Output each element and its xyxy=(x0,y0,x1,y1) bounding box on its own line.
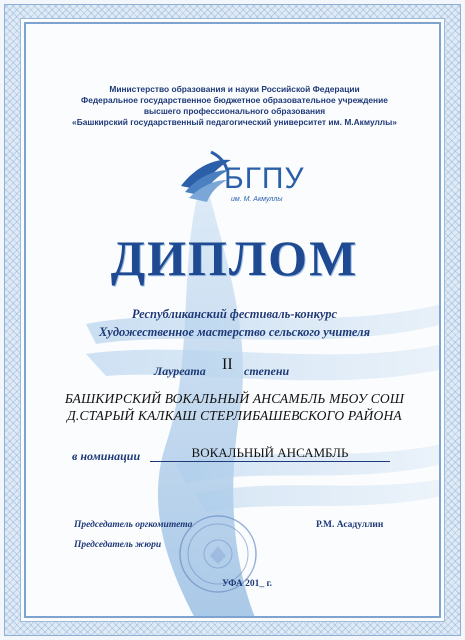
nomination-label: в номинации xyxy=(72,449,141,463)
diploma-title: ДИПЛОМ xyxy=(110,230,359,286)
education-level-line: высшего профессионального образования xyxy=(143,106,326,116)
logo-abbreviation: БГПУ xyxy=(224,162,305,195)
chair-signature-name: Р.М. Асадуллин xyxy=(316,520,384,530)
recipient-line-2: Д.СТАРЫЙ КАЛКАШ СТЕРЛИБАШЕВСКОГО РАЙОНА xyxy=(67,408,402,423)
jury-signature-label: Председатель жюри xyxy=(74,540,162,550)
festival-name: Республиканский фестиваль-конкурс xyxy=(131,307,338,321)
ministry-line: Министерство образования и науки Российской Федерации xyxy=(109,84,360,94)
university-name-line: «Башкирский государственный педагогический университет им. М.Акмуллы» xyxy=(72,117,397,127)
award-prefix: Лауреата xyxy=(154,364,206,378)
institution-type-line: Федеральное государственное бюджетное образовательное учреждение xyxy=(81,95,388,105)
logo-subtitle: им. М. Акмуллы xyxy=(231,196,283,203)
award-degree: II xyxy=(222,356,233,373)
recipient-line-1: БАШКИРСКИЙ ВОКАЛЬНЫЙ АНСАМБЛЬ МБОУ СОШ xyxy=(64,391,405,406)
nomination-underline xyxy=(150,461,390,462)
festival-theme: Художественное мастерство сельского учителя xyxy=(98,325,371,339)
chair-signature-label: Председатель оргкомитета xyxy=(74,520,193,530)
place-and-year: УФА 201_ г. xyxy=(222,579,273,589)
diploma-sheet xyxy=(24,22,441,618)
nomination-value: ВОКАЛЬНЫЙ АНСАМБЛЬ xyxy=(191,445,349,460)
award-suffix: степени xyxy=(244,364,290,378)
